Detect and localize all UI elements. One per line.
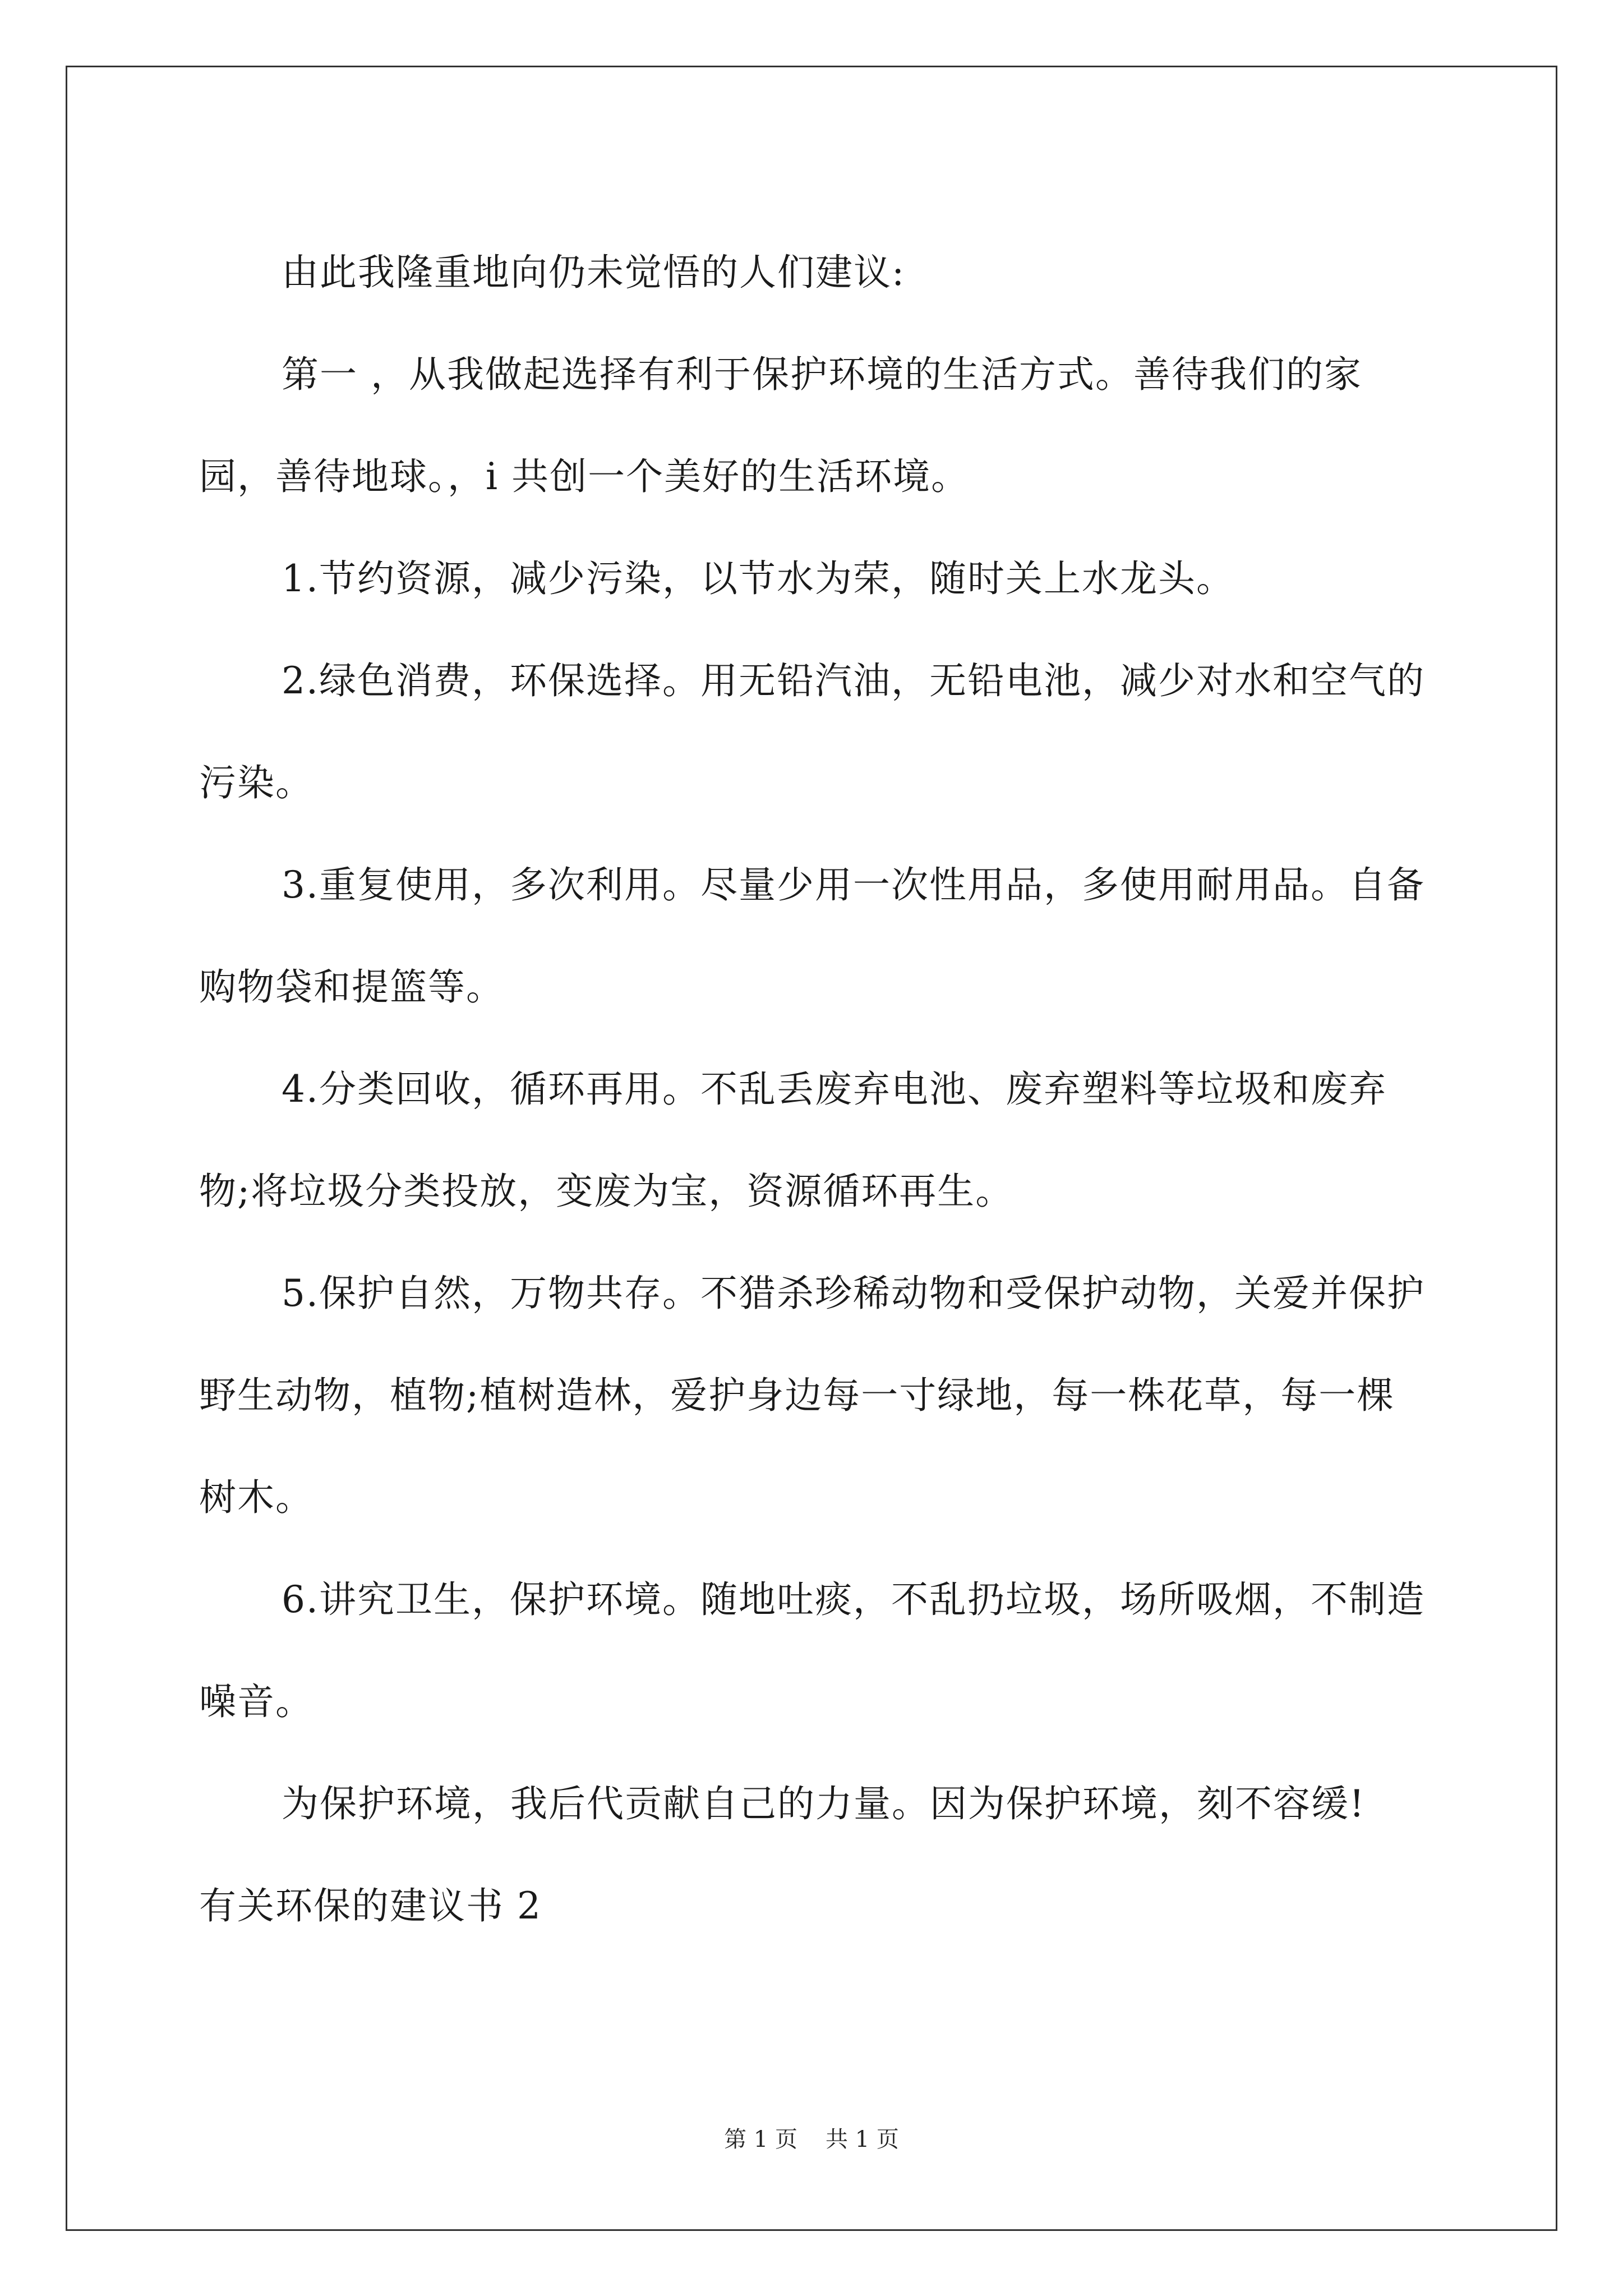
page-footer xyxy=(0,2122,1623,2154)
paragraph-first: 第一 ，从我做起选择有利于保护环境的生活方式。善待我们的家园，善待地球。，i 共创一个美好的生活环境。 xyxy=(199,353,1362,498)
list-item-6: 6.讲究卫生，保护环境。随地吐痰，不乱扔垃圾，场所吸烟，不制造噪音。 xyxy=(199,1578,1425,1723)
section-heading: 有关环保的建议书 2 xyxy=(199,1884,542,1927)
list-item-3: 3.重复使用，多次利用。尽量少用一次性用品，多使用耐用品。自备购物袋和提篮等。 xyxy=(199,863,1425,1009)
page-number-current: 第 1 页 xyxy=(724,2127,797,2152)
paragraph-conclusion: 为保护环境，我后代贡献自己的力量。因为保护环境，刻不容缓! xyxy=(282,1782,1366,1825)
list-item-5: 5.保护自然，万物共存。不猎杀珍稀动物和受保护动物，关爱并保护野生动物，植物;植树造林，爱护身边每一寸绿地，每一株花草，每一棵树木。 xyxy=(199,1272,1425,1519)
list-item-2: 2.绿色消费，环保选择。用无铅汽油，无铅电池，减少对水和空气的污染。 xyxy=(199,659,1425,804)
list-item-4: 4.分类回收，循环再用。不乱丢废弃电池、废弃塑料等垃圾和废弃物;将垃圾分类投放，变废为宝，资源循环再生。 xyxy=(199,1068,1387,1213)
list-item-1: 1.节约资源，减少污染，以节水为荣，随时关上水龙头。 xyxy=(282,557,1234,600)
page-number-total: 共 1 页 xyxy=(826,2127,899,2152)
document-body xyxy=(199,222,1433,1957)
paragraph-intro: 由此我隆重地向仍未觉悟的人们建议: xyxy=(282,251,906,294)
